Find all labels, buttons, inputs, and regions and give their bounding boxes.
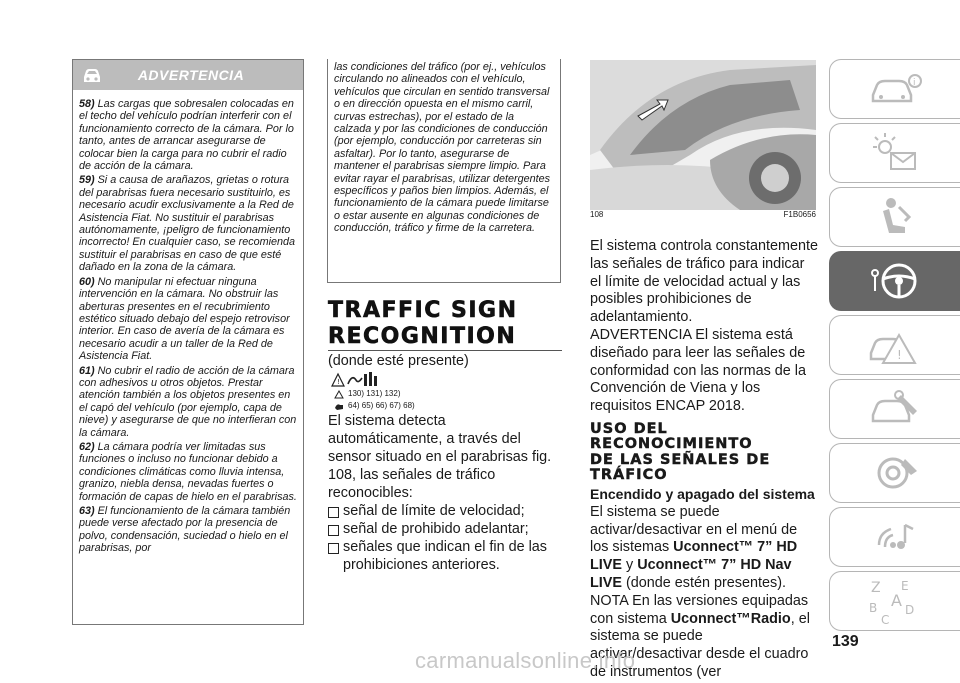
sidebar-tab-maintenance[interactable] [829,379,960,439]
sidebar-tab-warning-lights[interactable] [829,123,960,183]
watermark: carmanualsonline.info [415,648,636,673]
svg-text:A: A [891,591,902,610]
page-number: 139 [832,633,859,650]
usage-heading: USO DEL RECONOCIMIENTO DE LAS SEÑALES DE TRÁFICO [590,420,771,484]
sidebar-tab-multimedia[interactable] [829,507,960,567]
warning-refs: 130) 131) 132) [334,388,562,400]
warning-body [73,90,303,555]
list-item: señales que indican el fin de las prohibiciones anteriores. [328,538,562,574]
warning-item: 59) Si a causa de arañazos, grietas o rotura del parabrisas fuera necesario sustituirlo, es necesario acudir exclusivamente a la Red de Asistencia Fiat. No sustituir el parabrisas autónomamente, ¡peligro de funcionamiento incorrecto! En cualquier caso, se recomienda sustituir el parabrisas en caso de que esté dañado en la zona de la cámara. [79,174,296,274]
intro-paragraph: El sistema detecta automáticamente, a través del sensor situado en el parabrisas fig. 108, las señales de tráfico reconocibles: [328,413,552,501]
warning-header [73,60,303,90]
sidebar-tab-safety[interactable] [829,187,960,247]
paragraph: El sistema se puede activar/desactivar en el menú de los sistemas Uconnect™ 7” HD LIVE y Uconnect™ 7” HD Nav LIVE (donde estén presentes). [590,503,798,591]
maintenance-icon [865,387,925,431]
svg-text:i: i [913,78,916,88]
warning-continuation: las condiciones del tráfico (por ej., vehículos circulando no alineados con el vehículo, vehículos que circulan en sentido transversal o en dirección opuesta en el mismo carril, curvas estrechas), por el estado de la calzada y por las condiciones de conducción (por ejemplo, conducción por carreteras sin asfaltar). Por lo tanto, asegurarse de mantener el parabrisas siempre limpio. Para evitar rayar el parabrisas, utilizar detergentes específicos y paños bien limpios. Además, el funcionamiento de la cámara puede limitarse o estar ausente en algunas condiciones de conducción, tráfico y firme de la carretera. [327,59,561,283]
warning-triangle-icon [334,390,344,399]
figure-windshield-sensor [590,60,816,210]
paragraph: NOTA En las versiones equipadas con sistema Uconnect™Radio, el sistema se puede activar/desactivar desde el cuadro de instrumentos (ver [590,592,810,680]
svg-text:B: B [869,601,878,615]
sidebar-tab-technical-data[interactable] [829,443,960,503]
warning-title: ADVERTENCIA [137,67,245,83]
driving-steering-icon [865,259,925,303]
column3-body [590,238,818,682]
technical-data-icon [865,451,925,495]
car-warning-icon [77,60,107,90]
bullet-box [328,543,339,554]
car-info-icon [865,69,925,109]
bullet-box [328,507,339,518]
svg-text:!: ! [337,378,340,386]
figure-number: 108 [590,210,604,219]
figure-code: F1B0656 [783,210,816,219]
svg-text:D: D [905,603,915,617]
emergency-icon [865,323,925,367]
svg-text:E: E [901,579,909,593]
availability-note: (donde esté presente) [328,353,469,369]
sidebar-tab-index[interactable] [829,571,960,631]
multimedia-icon [865,515,925,559]
section-divider [328,350,562,351]
list-item: señal de límite de velocidad; [328,502,562,520]
warning-item: 58) Las cargas que sobresalen colocadas en el techo del vehículo podrían interferir con el funcionamiento correcto de la cámara. Por lo tanto, antes de arrancar asegurarse de colocar bien la carga para no cubrir el radio de acción de la cámara. [79,98,294,173]
warning-box [72,59,304,625]
subheading: Encendido y apagado del sistema [590,485,815,502]
section-title: TRAFFIC SIGN RECOGNITION [328,298,518,349]
paragraph: ADVERTENCIA El sistema está diseñado para leer las señales de conformidad con las normas de la Convención de Viena y los requisitos ENCAP 2018. [590,326,806,415]
section-body [328,352,562,574]
svg-text:C: C [881,613,890,626]
index-icon [865,576,925,626]
sidebar-tab-emergency[interactable] [829,315,960,375]
svg-text:!: ! [897,348,902,362]
list-item: señal de prohibido adelantar; [328,520,562,538]
note-refs: 64) 65) 66) 67) 68) [334,400,562,412]
svg-text:Z: Z [871,580,881,596]
paragraph: El sistema controla constantemente las señales de tráfico para indicar el límite de velocidad actual y las posibles prohibiciones de adelantamiento. [590,238,818,326]
warning-item: 61) No cubrir el radio de acción de la cámara con adhesivos u otros objetos. Prestar atención también a los objetos presentes en el capó del vehículo (por ejemplo, capa de nieve) y asegurarse de que no interfieran con la cámara. [79,364,297,439]
note-hand-icon [334,402,344,411]
warning-item: 60) No manipular ni efectuar ninguna intervención en la cámara. No obstruir las aberturas presentes en el recubrimiento estético situado debajo del espejo retrovisor interior. En caso de avería de la cámara es necesario acudir a un taller de la Red de Asistencia Fiat. [79,275,290,363]
sidebar-tab-driving[interactable] [829,251,960,311]
safety-seat-icon [865,195,925,239]
sidebar-tab-car-info[interactable] [829,59,960,119]
figure-caption [590,210,816,219]
warning-item: 63) El funcionamiento de la cámara también puede verse afectado por la presencia de polvo, condensación, suciedad o hielo en el parabrisas, por [79,505,291,555]
bullet-box [328,525,339,536]
warning-item: 62) La cámara podría ver limitadas sus funciones o incluso no funcionar debido a condiciones climáticas como lluvia intensa, granizo, niebla densa, nevadas fuertes o formación de capas de hielo en el parabrisas. [79,440,297,503]
options-icon [330,370,562,388]
warning-lights-icon [865,131,925,175]
